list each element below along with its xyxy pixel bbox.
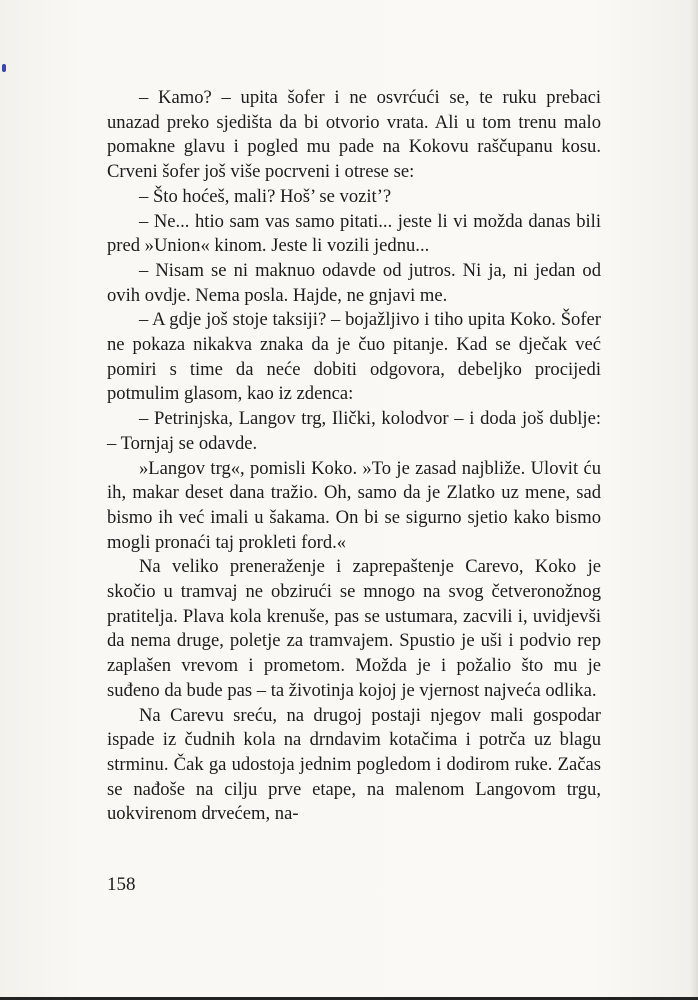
- paragraph-1: – Kamo? – upita šofer i ne osvrćući se, te ruku prebaci unazad preko sjedišta da bi otvorio vrata. Ali u tom trenu malo pomakne glavu i pogled mu pade na Kokovu raščupanu kosu. Crveni šofer još više pocrveni i otrese se:: [107, 87, 601, 183]
- paragraph-9: Na Carevu sreću, na drugoj postaji njegov mali gospodar ispade iz čudnih kola na drndavim kotačima i potrča uz blagu strminu. Čak ga udostoja jednim pogledom i dodirom ruke. Začas se nađoše na cilju prve etape, na malenom Langovom trgu, uokvirenom drvećem, na-: [107, 704, 601, 825]
- paragraph-4: – Nisam se ni maknuo odavde od jutros. Ni ja, ni jedan od ovih ovdje. Nema posla. Hajde, ne gnjavi me.: [107, 259, 601, 306]
- margin-mark: [2, 64, 6, 72]
- paragraph-5: – A gdje još stoje taksiji? – bojažljivo i tiho upita Koko. Šofer ne pokaza nikakva znaka da je čuo pitanje. Kad se dječak već pomiri s time da neće dobiti odgovora, debeljko procijedi potmulim glasom, kao iz zdenca:: [107, 309, 601, 405]
- paragraph-2: – Što hoćeš, mali? Hoš’ se vozit’?: [139, 185, 392, 207]
- page-edge-shadow: [690, 0, 698, 1000]
- page-number: 158: [107, 874, 136, 895]
- body-text: [107, 86, 601, 827]
- paragraph-3: – Ne... htio sam vas samo pitati... jeste li vi možda danas bili pred »Union« kinom. Jeste li vozili jednu...: [107, 210, 601, 257]
- paragraph-6: – Petrinjska, Langov trg, Ilički, kolodvor – i doda još dublje: – Tornjaj se odavde.: [107, 408, 601, 454]
- paragraph-8: Na veliko preneraženje i zaprepaštenje Carevo, Koko je skočio u tramvaj ne obzirući se mnogo na svog četveronožnog pratitelja. Plava kola krenuše, pas se ustumara, zacvili i, uvidjevši da nema druge, poletje za tramvajem. Spustio je uši i podvio rep zaplašen vrevom i prometom. Možda je i požalio što mu je suđeno da bude pas – ta životinja kojoj je vjernost najveća odlika.: [107, 556, 601, 701]
- paragraph-7: »Langov trg«, pomisli Koko. »To je zasad najbliže. Ulovit ću ih, makar deset dana tražio. Oh, samo da je Zlatko uz mene, sad bismo ih već imali u šakama. On bi se sigurno sjetio kako bismo mogli pronaći taj prokleti ford.«: [107, 457, 601, 553]
